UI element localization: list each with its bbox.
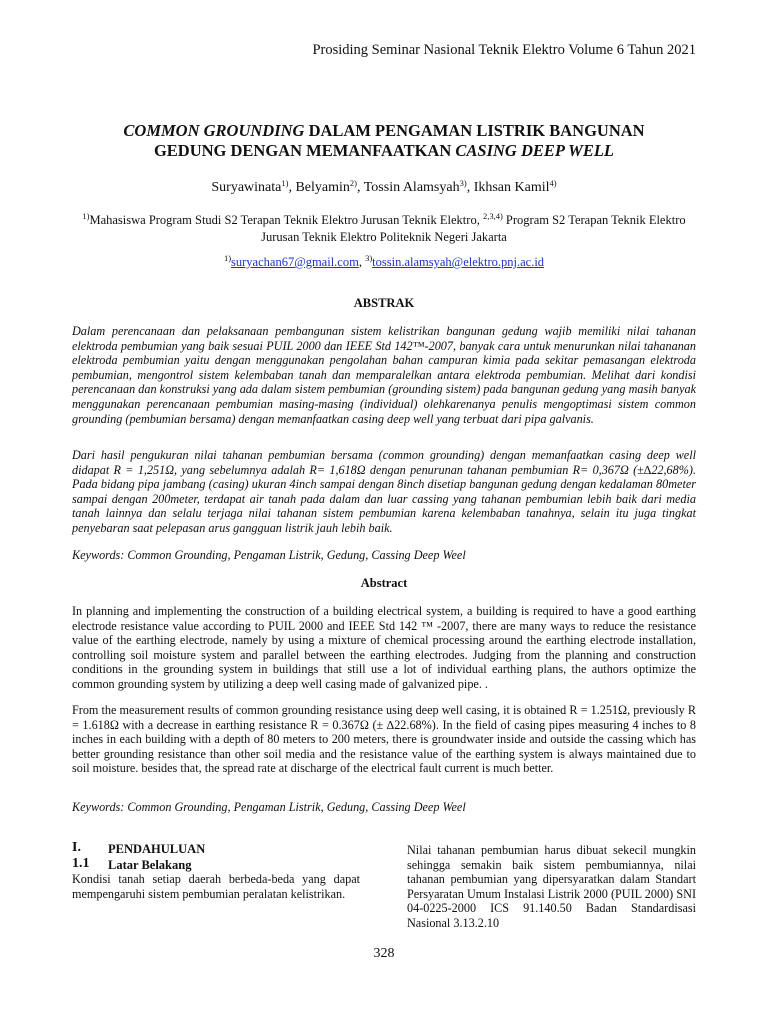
intro-right-column: Nilai tahanan pembumian harus dibuat sekecil mungkin sehingga semakin baik sistem pembumiannya, nilai tahanan pembumian yang dipersyaratkan dalam Standart Persyaratan Umum Instalasi Listrik 2000 (PUIL 2000) SNI 04-0225-2000 ICS 91.140.50 Badan Standardisasi Nasional 3.13.2.10 (407, 843, 696, 930)
author-affil-mark: 3) (459, 178, 467, 188)
author-name: Belyamin (295, 180, 350, 195)
author-separator: , (288, 180, 296, 195)
abstract-paragraph-2: From the measurement results of common grounding resistance using deep well casing, it is obtained R = 1.251Ω, previously R = 1.618Ω with a decrease in earthing resistance R = 0.367Ω (± ∆22.68%). In the field of casing pipes measuring 4 inches to 8 inches in each building with a depth of 80 meters to 200 meters, there is groundwater inside and outside the cassing which has better grounding resistance than other soil media and the resistance value of the earthing system is always maintained due to soil moisture. besides that, the spread rate at discharge of the electrical fault current is much better. (72, 703, 696, 776)
section-number: I. (72, 840, 81, 855)
author-name: Ikhsan Kamil (473, 180, 550, 195)
email-mark: 1) (223, 253, 232, 263)
author-separator: , (466, 180, 474, 195)
author-name: Suryawinata (211, 180, 282, 195)
author-list (72, 180, 696, 196)
email-link-2[interactable]: tossin.alamsyah@elektro.pnj.ac.id (372, 255, 545, 269)
abstract-heading: Abstract (360, 576, 408, 590)
author-separator: , (356, 180, 364, 195)
abstract-paragraph-1: In planning and implementing the construction of a building electrical system, a building is required to have a good earthing electrode resistance value according to PUIL 2000 and IEEE Std 142 ™ -2007, there are many ways to reduce the resistance value of the earthing electrode, namely by using a mixture of chemical processing around the earthing electrode installation, controlling soil moisture system and parallel between the earthing electrodes. Judging from the planning and construction conditions in the grounding system in buildings that still use a lot of individual earthing plans, the authors optimize the common grounding system by utilizing a deep well casing made of galvanized pipe. . (72, 604, 696, 691)
title-line1-rest: DALAM PENGAMAN LISTRIK BANGUNAN (304, 121, 645, 140)
author-affil-mark: 2) (349, 178, 357, 188)
author-affil-mark: 1) (281, 178, 289, 188)
abstrak-paragraph-2: Dari hasil pengukuran nilai tahanan pembumian bersama (common grounding) dengan memanfaatkan casing deep well didapat R = 1,251Ω, yang sebelumnya adalah R= 1,618Ω dengan penurunan tahanan pembumian R= 0,367Ω (±∆22,68%). Pada bidang pipa jambang (casing) ukuran 4inch sampai dengan 8inch disetiap bangunan gedung dengan kedalaman 80meter sampai dengan 200meter, terdapat air tanah pada dalam dan luar cassing yang tahanan pembumian lebih baik dari media tanah lainnya dan selalu terjaga nilai tahanan sistem pembumian karena kelembaban tanahnya, selain itu juga tingkat penyebaran saat pelepasan arus gangguan listrik jauh lebih baik. (72, 448, 696, 535)
title-line1-italic: COMMON GROUNDING (123, 121, 305, 140)
abstract-keywords: Keywords: Common Grounding, Pengaman Listrik, Gedung, Cassing Deep Weel (72, 800, 466, 814)
title-line2-italic: CASING DEEP WELL (455, 141, 615, 160)
abstrak-paragraph-1: Dalam perencanaan dan pelaksanaan pembangunan sistem kelistrikan bangunan gedung wajib memiliki nilai tahanan elektroda pembumian yang baik sesuai PUIL 2000 dan IEEE Std 142™-2007, banyak cara untuk menurunkan nilai tahananan elektroda pembumian yaitu dengan menggunakan pengolahan bahan campuran kimia pada sekitar pemasangan elektroda pembumian, mengontrol sistem kelembaban tanah dan memparalelkan antara elektroda pembumian. Melihat dari kondisi perencanaan dan konstruksi yang ada dalam sistem pembumian (grounding sistem) pada bangunan gedung yang masih banyak menggunakan perencanaan pembumian masing-masing (individual) olehkarenanya penulis mengoptimasi sistem common grounding (pembumian bersama) dengan memanfaatkan casing deep well yang terbuat dari pipa galvanis. (72, 324, 696, 426)
affiliation (82, 212, 686, 246)
paper-title (72, 121, 696, 161)
abstrak-heading: ABSTRAK (353, 296, 415, 310)
intro-left-column: Kondisi tanah setiap daerah berbeda-beda yang dapat mempengaruhi sistem pembumian peralatan kelistrikan. (72, 872, 360, 901)
subsection-title: Latar Belakang (108, 858, 192, 872)
title-line2-rest: GEDUNG DENGAN MEMANFAATKAN (153, 141, 456, 160)
email-mark: 3) (365, 253, 373, 263)
subsection-number: 1.1 (72, 856, 90, 871)
affil-mark: 2,3,4) (482, 211, 503, 221)
affil-text-1: Mahasiswa Program Studi S2 Terapan Teknik Elektro Jurusan Teknik Elektro, (89, 213, 483, 227)
author-name: Tossin Alamsyah (363, 180, 460, 195)
section-title: PENDAHULUAN (108, 842, 206, 856)
email-link-1[interactable]: suryachan67@gmail.com (231, 255, 359, 269)
running-head: Prosiding Seminar Nasional Teknik Elektro Volume 6 Tahun 2021 (312, 42, 696, 58)
affil-mark: 1) (82, 211, 90, 221)
affil-text-2: Program S2 Terapan Teknik Elektro Jurusan Teknik Elektro Politeknik Negeri Jakarta (261, 213, 686, 244)
author-emails (72, 255, 696, 270)
author-affil-mark: 4) (549, 178, 557, 188)
abstrak-keywords: Keywords: Common Grounding, Pengaman Listrik, Gedung, Cassing Deep Weel (72, 548, 466, 562)
email-separator: , (358, 255, 366, 269)
page-number: 328 (373, 946, 395, 961)
